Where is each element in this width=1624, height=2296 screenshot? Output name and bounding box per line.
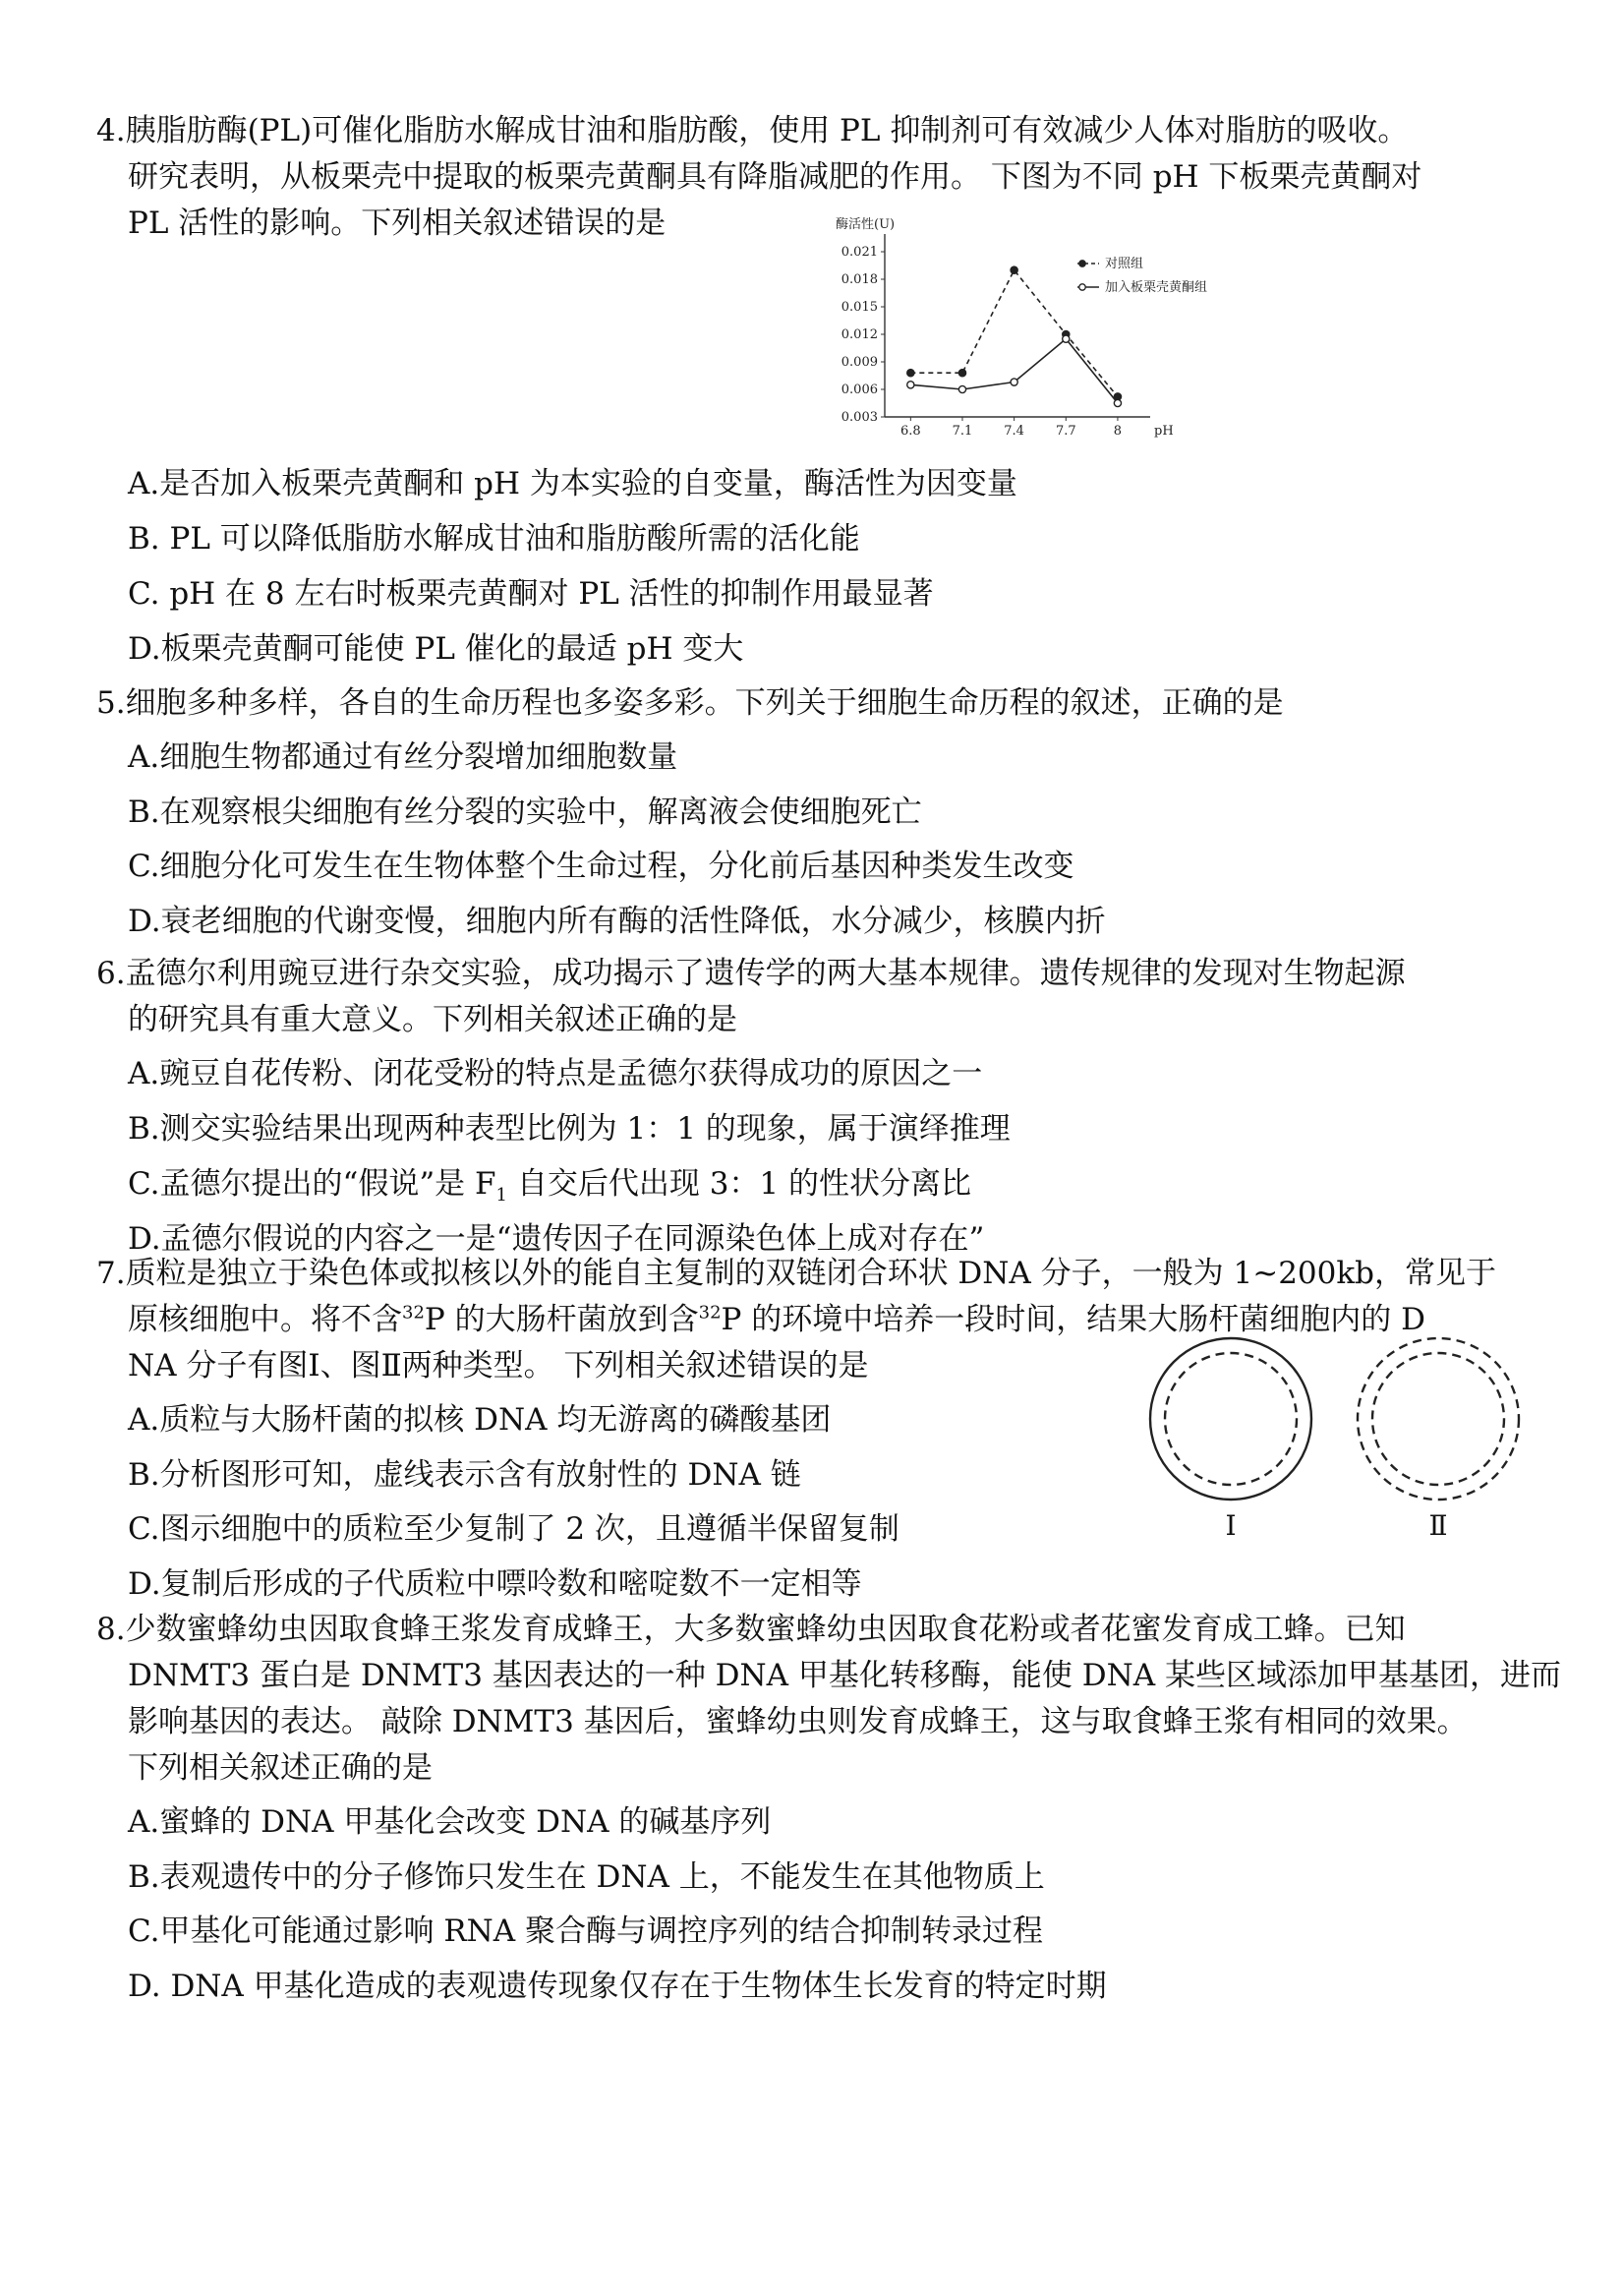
y-tick-label: 0.015 [841,300,878,315]
x-tick-label: 7.4 [1004,424,1024,439]
y-tick-label: 0.021 [841,245,878,260]
q6-option-c [128,1164,971,1207]
q6-option-a: A.豌豆自花传粉、闭花受粉的特点是孟德尔获得成功的原因之一 [128,1056,983,1091]
y-tick-label: 0.009 [841,355,878,370]
q8-stem-line-1: 8.少数蜜蜂幼虫因取食蜂王浆发育成蜂王，大多数蜜蜂幼虫因取食花粉或者花蜜发育成工蜂。已知 [96,1612,1406,1647]
series-1-point [1011,266,1017,273]
q6-option-c-text-1: C.孟德尔提出的“假说”是 F [128,1166,496,1202]
x-tick-label: 6.8 [899,424,921,439]
series-1-point [958,370,965,377]
q8-option-d: D. DNA 甲基化造成的表观遗传现象仅存在于生物体生长发育的特定时期 [128,1969,1107,2004]
q7-option-c: C.图示细胞中的质粒至少复制了 2 次，且遵循半保留复制 [128,1511,899,1547]
q4-option-a: A.是否加入板栗壳黄酮和 pH 为本实验的自变量，酶活性为因变量 [128,466,1017,501]
plasmid-ii-inner-strand [1372,1353,1504,1485]
q5-option-a: A.细胞生物都通过有丝分裂增加细胞数量 [128,739,678,775]
q7-option-a: A.质粒与大肠杆菌的拟核 DNA 均无游离的磷酸基团 [128,1402,832,1438]
q5-option-d: D.衰老细胞的代谢变慢，细胞内所有酶的活性降低，水分减少，核膜内折 [128,904,1106,939]
plasmid-figure [1140,1335,1530,1540]
q6-option-d: D.孟德尔假说的内容之一是“遗传因子在同源染色体上成对存在” [128,1221,985,1257]
legend-marker-2 [1079,284,1085,290]
q4-stem-line-2: 研究表明，从板栗壳中提取的板栗壳黄酮具有降脂减肥的作用。 下图为不同 pH 下板栗壳黄酮对 [128,159,1422,195]
enzyme-activity-chart-svg [824,210,1237,446]
series-2-point [1114,399,1121,406]
series-2-point [1011,379,1017,385]
q4-stem-line-1: 4.胰脂肪酶(PL)可催化脂肪水解成甘油和脂肪酸，使用 PL 抑制剂可有效减少人体对脂肪的吸收。 [96,113,1409,148]
enzyme-activity-chart [824,210,1237,446]
q5-stem: 5.细胞多种多样，各自的生命历程也多姿多彩。下列关于细胞生命历程的叙述，正确的是 [96,685,1284,721]
q7-stem-line-3: NA 分子有图Ⅰ、图Ⅱ两种类型。 下列相关叙述错误的是 [128,1348,869,1383]
y-tick-label: 0.018 [841,272,878,287]
q6-stem-line-1: 6.孟德尔利用豌豆进行杂交实验，成功揭示了遗传学的两大基本规律。遗传规律的发现对生物起源 [96,956,1406,991]
q4-option-c: C. pH 在 8 左右时板栗壳黄酮对 PL 活性的抑制作用最显著 [128,576,934,612]
q7-line2-sup-2: 32 [698,1302,722,1324]
q6-stem-line-2: 的研究具有重大意义。下列相关叙述正确的是 [128,1002,737,1037]
q5-option-c: C.细胞分化可发生在生物体整个生命过程，分化前后基因种类发生改变 [128,849,1074,884]
q8-stem-line-3: 影响基因的表达。 敲除 DNMT3 基因后，蜜蜂幼虫则发育成蜂王，这与取食蜂王浆有相同的效果。 [128,1704,1468,1739]
legend-label-1: 对照组 [1105,257,1144,271]
q7-stem-line-2 [128,1300,1425,1339]
plasmid-i-outer-strand [1150,1338,1311,1500]
q6-option-c-subscript: 1 [495,1185,507,1207]
q7-line2-text-2: P 的大肠杆菌放到含 [424,1302,699,1337]
q6-option-c-text-2: 自交后代出现 3：1 的性状分离比 [506,1166,971,1202]
series-2-point [907,382,914,388]
q8-option-c: C.甲基化可能通过影响 RNA 聚合酶与调控序列的结合抑制转录过程 [128,1913,1044,1949]
y-tick-label: 0.006 [841,383,878,397]
legend-marker-1 [1079,261,1085,266]
q7-line2-sup-1: 32 [402,1302,425,1324]
y-tick-label: 0.012 [841,327,878,342]
q7-option-d: D.复制后形成的子代质粒中嘌呤数和嘧啶数不一定相等 [128,1566,862,1602]
x-tick-label: 7.7 [1055,424,1076,439]
x-axis-label: pH [1154,424,1174,439]
plasmid-i-inner-strand [1165,1353,1297,1485]
q4-option-b: B. PL 可以降低脂肪水解成甘油和脂肪酸所需的活化能 [128,521,860,557]
y-tick-label: 0.003 [841,410,878,425]
series-2-point [958,385,965,392]
plasmid-figure-svg [1140,1335,1530,1540]
q8-option-b: B.表观遗传中的分子修饰只发生在 DNA 上，不能发生在其他物质上 [128,1859,1045,1895]
q6-option-b: B.测交实验结果出现两种表型比例为 1：1 的现象，属于演绎推理 [128,1111,1011,1147]
x-tick-label: 8 [1113,424,1123,439]
figure-i-label: I [1225,1509,1237,1540]
figure-ii-label: Ⅱ [1428,1509,1448,1540]
plasmid-ii-outer-strand [1358,1338,1519,1500]
series-2-point [1063,335,1070,342]
legend-label-2: 加入板栗壳黄酮组 [1105,280,1208,295]
series-1-point [907,370,914,377]
q7-line2-text-3: P 的环境中培养一段时间，结果大肠杆菌细胞内的 D [721,1302,1425,1337]
series-line-1 [910,270,1118,397]
series-line-2 [910,339,1118,403]
q8-stem-line-2: DNMT3 蛋白是 DNMT3 基因表达的一种 DNA 甲基化转移酶，能使 DNA 某些区域添加甲基基团，进而 [128,1658,1561,1693]
x-tick-label: 7.1 [952,424,973,439]
q5-option-b: B.在观察根尖细胞有丝分裂的实验中，解离液会使细胞死亡 [128,795,922,830]
q7-line2-text-1: 原核细胞中。将不含 [128,1302,402,1337]
q4-option-d: D.板栗壳黄酮可能使 PL 催化的最适 pH 变大 [128,631,744,667]
q4-stem-line-3: PL 活性的影响。下列相关叙述错误的是 [128,206,667,241]
y-axis-label: 酶活性(U) [836,217,896,232]
q7-stem-line-1: 7.质粒是独立于染色体或拟核以外的能自主复制的双链闭合环状 DNA 分子，一般为 1~200kb，常见于 [96,1256,1496,1291]
q8-stem-line-4: 下列相关叙述正确的是 [128,1750,433,1786]
q8-option-a: A.蜜蜂的 DNA 甲基化会改变 DNA 的碱基序列 [128,1804,772,1840]
q7-option-b: B.分析图形可知，虚线表示含有放射性的 DNA 链 [128,1457,801,1493]
